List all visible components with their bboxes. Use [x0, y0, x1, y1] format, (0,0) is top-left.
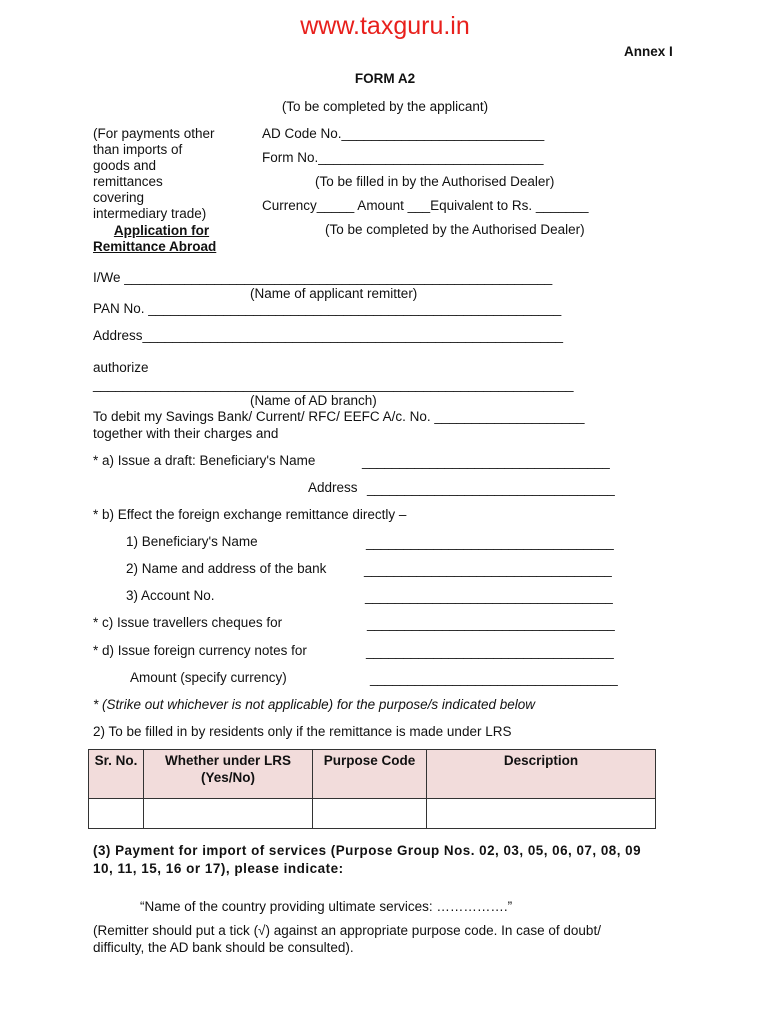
ad-branch-caption: (Name of AD branch): [250, 393, 377, 408]
header-description: Description: [427, 750, 656, 799]
currency-amount-field[interactable]: Currency_____ Amount ___Equivalent to Rs. _______: [262, 198, 589, 213]
item-a-address-label: Address: [308, 480, 358, 495]
left-note-line: covering: [93, 190, 145, 205]
table-row: [89, 799, 656, 829]
form-title: FORM A2: [354, 71, 416, 86]
left-note-line: intermediary trade): [93, 206, 207, 221]
annex-label: Annex I: [624, 44, 673, 59]
table-cell[interactable]: [144, 799, 313, 829]
table-cell[interactable]: [313, 799, 427, 829]
watermark: www.taxguru.in: [300, 12, 470, 40]
item-c-field[interactable]: _________________________________: [367, 616, 615, 631]
left-note-line: (For payments other: [93, 126, 215, 141]
form-no-field[interactable]: Form No.______________________________: [262, 150, 544, 165]
table-header-row: [89, 750, 656, 799]
left-note-line: than imports of: [93, 142, 183, 157]
ad-branch-field[interactable]: ________________________________________________________________: [93, 377, 574, 392]
lrs-note: 2) To be filled in by residents only if the remittance is made under LRS: [93, 724, 512, 739]
section3-heading-cont: 10, 11, 15, 16 or 17), please indicate:: [93, 861, 344, 876]
item-b3-field[interactable]: _________________________________: [365, 589, 613, 604]
authorize-label: authorize: [93, 360, 149, 375]
header-purpose-code: Purpose Code: [313, 750, 427, 799]
address-field[interactable]: Address________________________________________________________: [93, 328, 563, 343]
item-a-label: * a) Issue a draft: Beneficiary's Name: [93, 453, 316, 468]
table-cell[interactable]: [427, 799, 656, 829]
table-cell[interactable]: [89, 799, 144, 829]
section3-heading: (3) Payment for import of services (Purpose Group Nos. 02, 03, 05, 06, 07, 08, 09: [93, 843, 642, 858]
header-lrs: Whether under LRS (Yes/No): [144, 750, 313, 799]
country-note: “Name of the country providing ultimate services: …………….”: [140, 899, 513, 914]
pan-field[interactable]: PAN No. _______________________________________________________: [93, 301, 562, 316]
header-sr-no: Sr. No.: [89, 750, 144, 799]
item-b-label: * b) Effect the foreign exchange remittance directly –: [93, 507, 407, 522]
item-a-beneficiary-field[interactable]: _________________________________: [362, 454, 610, 469]
applicant-name-field[interactable]: I/We _________________________________________________________: [93, 270, 553, 285]
item-d-field[interactable]: _________________________________: [366, 644, 614, 659]
left-note-line: remittances: [93, 174, 163, 189]
application-heading: Remittance Abroad: [93, 239, 217, 254]
ad-code-field[interactable]: AD Code No.___________________________: [262, 126, 545, 141]
form-subtitle: (To be completed by the applicant): [281, 99, 489, 114]
remitter-note: (Remitter should put a tick (√) against an appropriate purpose code. In case of doubt/: [93, 923, 601, 938]
item-b1-field[interactable]: _________________________________: [366, 535, 614, 550]
strike-note: * (Strike out whichever is not applicable) for the purpose/s indicated below: [93, 697, 535, 712]
item-b2-field[interactable]: _________________________________: [364, 562, 612, 577]
ad-note-2: (To be completed by the Authorised Dealer): [325, 222, 585, 237]
debit-account-field[interactable]: To debit my Savings Bank/ Current/ RFC/ EEFC A/c. No. ____________________: [93, 409, 585, 424]
lrs-table: [88, 749, 656, 829]
amount-field[interactable]: _________________________________: [370, 671, 618, 686]
item-c-label: * c) Issue travellers cheques for: [93, 615, 283, 630]
item-b1-label: 1) Beneficiary's Name: [126, 534, 258, 549]
remitter-note-cont: difficulty, the AD bank should be consulted).: [93, 940, 354, 955]
item-b2-label: 2) Name and address of the bank: [126, 561, 327, 576]
applicant-name-caption: (Name of applicant remitter): [250, 286, 418, 301]
item-b3-label: 3) Account No.: [126, 588, 215, 603]
item-d-label: * d) Issue foreign currency notes for: [93, 643, 307, 658]
ad-note: (To be filled in by the Authorised Dealer): [315, 174, 555, 189]
charges-text: together with their charges and: [93, 426, 279, 441]
amount-label: Amount (specify currency): [130, 670, 287, 685]
item-a-address-field[interactable]: _________________________________: [367, 481, 615, 496]
left-note-line: goods and: [93, 158, 157, 173]
application-heading: Application for: [113, 223, 210, 238]
